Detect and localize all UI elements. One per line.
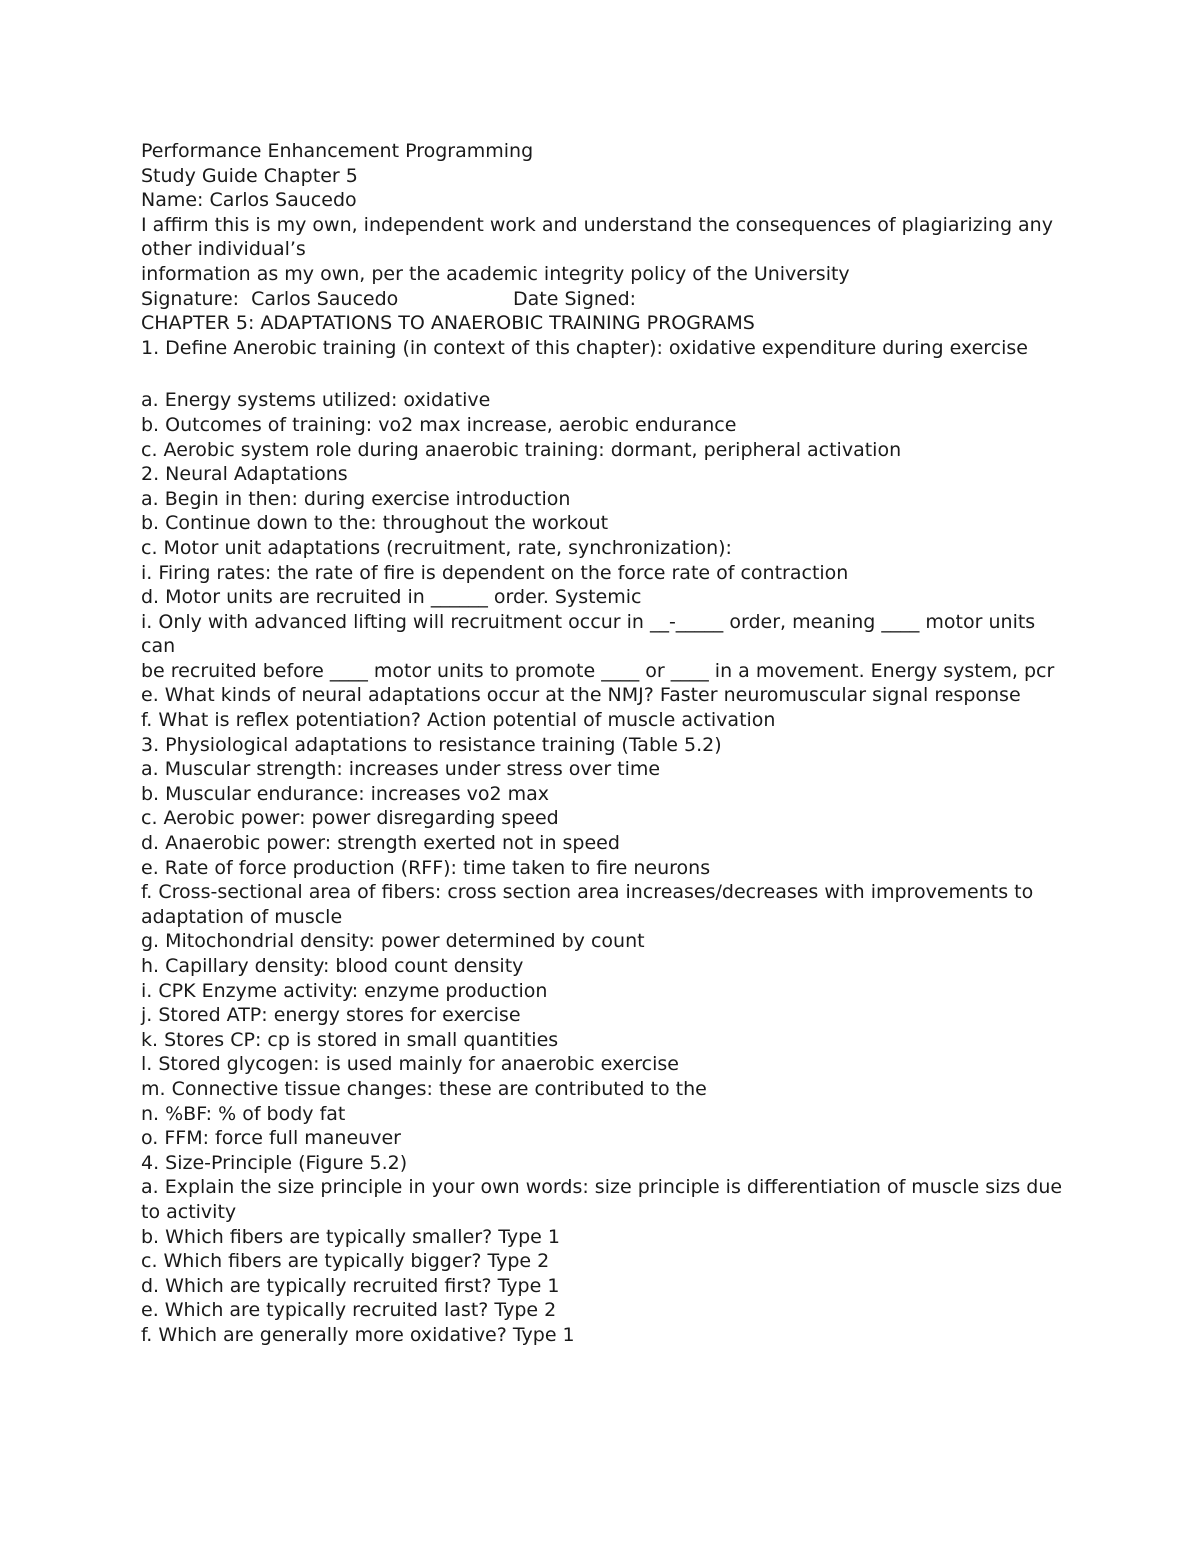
question-3c: c. Aerobic power: power disregarding speed [141,807,559,830]
question-3a: a. Muscular strength: increases under stress over time [141,758,661,781]
question-2d: d. Motor units are recruited in ______ order. Systemic [141,586,642,609]
question-4d: d. Which are typically recruited first? Type 1 [141,1274,560,1297]
affirmation-statement: I affirm this is my own, independent work and understand the consequences of plagiarizing any other individual’s [141,213,1060,261]
question-1: 1. Define Anerobic training (in context of this chapter): oxidative expenditure during exercise [141,336,1028,359]
question-3g: g. Mitochondrial density: power determined by count [141,930,645,953]
question-2: 2. Neural Adaptations [141,463,348,486]
guide-title: Study Guide Chapter 5 [141,164,358,187]
study-guide-text [141,139,1071,1348]
question-2b: b. Continue down to the: throughout the workout [141,512,609,535]
question-3h: h. Capillary density: blood count density [141,955,524,977]
question-3: 3. Physiological adaptations to resistance training (Table 5.2) [141,733,722,756]
question-2a: a. Begin in then: during exercise introduction [141,487,571,510]
question-2d-i: i. Only with advanced lifting will recruitment occur in __-_____ order, meaning ____ motor units can [141,610,1042,658]
student-name: Name: Carlos Saucedo [141,189,357,212]
affirmation-statement-continued: information as my own, per the academic integrity policy of the University [141,262,850,285]
question-3i: i. CPK Enzyme activity: enzyme production [141,979,548,1002]
course-title: Performance Enhancement Programming [141,140,534,162]
question-3b: b. Muscular endurance: increases vo2 max [141,782,550,805]
signature-line: Signature: Carlos Saucedo Date Signed: [141,287,637,310]
question-3n: n. %BF: % of body fat [141,1102,346,1125]
question-3l: l. Stored glycogen: is used mainly for anaerobic exercise [141,1053,679,1076]
chapter-heading: CHAPTER 5: ADAPTATIONS TO ANAEROBIC TRAINING PROGRAMS [141,312,755,335]
question-3d: d. Anaerobic power: strength exerted not in speed [141,832,620,855]
question-3o: o. FFM: force full maneuver [141,1127,401,1150]
question-1c: c. Aerobic system role during anaerobic training: dormant, peripheral activation [141,438,902,461]
question-2f: f. What is reflex potentiation? Action potential of muscle activation [141,709,776,732]
question-4e: e. Which are typically recruited last? Type 2 [141,1299,557,1322]
question-3m: m. Connective tissue changes: these are contributed to the [141,1077,707,1100]
question-4b: b. Which fibers are typically smaller? Type 1 [141,1225,560,1248]
question-3f: f. Cross-sectional area of fibers: cross section area increases/decreases with improvements to adaptation of muscle [141,881,1040,928]
question-4f: f. Which are generally more oxidative? Type 1 [141,1323,575,1346]
question-3e: e. Rate of force production (RFF): time taken to fire neurons [141,856,711,879]
question-3k: k. Stores CP: cp is stored in small quantities [141,1028,559,1051]
question-3j: j. Stored ATP: energy stores for exercise [141,1004,521,1027]
question-2c: c. Motor unit adaptations (recruitment, rate, synchronization): [141,536,732,559]
question-4a: a. Explain the size principle in your own words: size principle is differentiation of muscle sizs due to activity [141,1176,1069,1223]
question-4: 4. Size-Principle (Figure 5.2) [141,1151,408,1174]
blank-line [141,360,1071,388]
question-1b: b. Outcomes of training: vo2 max increase, aerobic endurance [141,413,737,436]
question-2d-i-continued: be recruited before ____ motor units to promote ____ or ____ in a movement. Energy system, pcr [141,659,1055,682]
question-1a: a. Energy systems utilized: oxidative [141,389,491,412]
question-4c: c. Which fibers are typically bigger? Type 2 [141,1250,550,1273]
question-2e: e. What kinds of neural adaptations occur at the NMJ? Faster neuromuscular signal response [141,684,1021,707]
question-2c-i: i. Firing rates: the rate of fire is dependent on the force rate of contraction [141,561,849,584]
